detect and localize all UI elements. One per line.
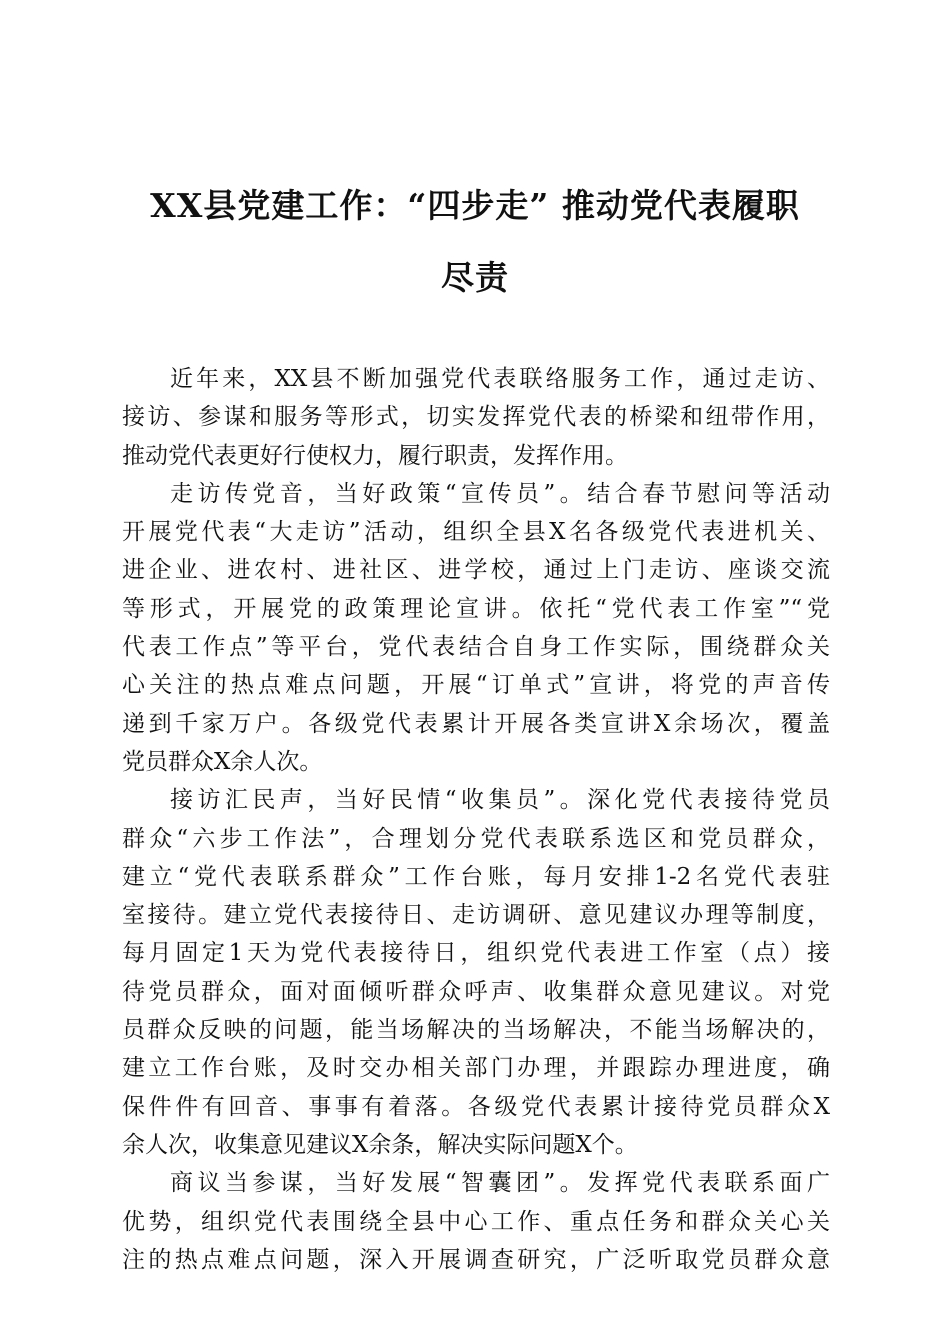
text-line: 代表工作点”等平台，党代表结合自身工作实际，围绕群众关 [122, 634, 830, 661]
text-line: 开展党代表“大走访”活动，组织全县X名各级党代表进机关、 [122, 519, 830, 546]
paragraph-intro [122, 360, 830, 475]
text-line: 群众“六步工作法”，合理划分党代表联系选区和党员群众， [122, 825, 830, 852]
text-line: 接访、参谋和服务等形式，切实发挥党代表的桥梁和纽带作用， [122, 404, 830, 431]
document-body [122, 360, 830, 1279]
text-line: 建立“党代表联系群众”工作台账，每月安排1-2名党代表驻 [122, 863, 830, 890]
text-line: 员群众反映的问题，能当场解决的当场解决，不能当场解决的， [122, 1017, 830, 1044]
title-line: XX县党建工作：“四步走” 推动党代表履职 [150, 186, 800, 225]
text-line: 保件件有回音、事事有着落。各级党代表累计接待党员群众X [122, 1093, 830, 1120]
text-line: 优势，组织党代表围绕全县中心工作、重点任务和群众关心关 [122, 1208, 830, 1235]
document-title [110, 170, 840, 314]
text-line: 商议当参谋，当好发展“智囊团”。发挥党代表联系面广 [170, 1170, 830, 1197]
text-line: 每月固定1天为党代表接待日，组织党代表进工作室（点）接 [122, 940, 830, 967]
text-line: 近年来，XX县不断加强党代表联络服务工作，通过走访、 [170, 366, 830, 392]
text-line: 党员群众X余人次。 [122, 748, 323, 775]
paragraph-reception [122, 781, 830, 1164]
text-line: 进企业、进农村、进社区、进学校，通过上门走访、座谈交流 [122, 557, 830, 584]
text-line: 推动党代表更好行使权力，履行职责，发挥作用。 [122, 442, 628, 469]
text-line: 心关注的热点难点问题，开展“订单式”宣讲，将党的声音传 [122, 672, 830, 699]
text-line: 建立工作台账，及时交办相关部门办理，并跟踪办理进度，确 [122, 1055, 830, 1082]
text-line: 递到千家万户。各级党代表累计开展各类宣讲X余场次，覆盖 [122, 710, 830, 737]
text-line: 走访传党音，当好政策“宣传员”。结合春节慰问等活动 [170, 480, 830, 507]
text-line: 待党员群众，面对面倾听群众呼声、收集群众意见建议。对党 [122, 978, 830, 1005]
paragraph-visit [122, 475, 830, 781]
text-line: 接访汇民声，当好民情“收集员”。深化党代表接待党员 [170, 787, 830, 814]
text-line: 室接待。建立党代表接待日、走访调研、意见建议办理等制度， [122, 902, 830, 929]
text-line: 注的热点难点问题，深入开展调查研究，广泛听取党员群众意 [122, 1246, 830, 1273]
text-line: 余人次，收集意见建议X余条，解决实际问题X个。 [122, 1131, 638, 1158]
title-line: 尽责 [441, 258, 509, 297]
paragraph-advisory [122, 1164, 830, 1279]
text-line: 等形式，开展党的政策理论宣讲。依托“党代表工作室”“党 [122, 595, 830, 622]
